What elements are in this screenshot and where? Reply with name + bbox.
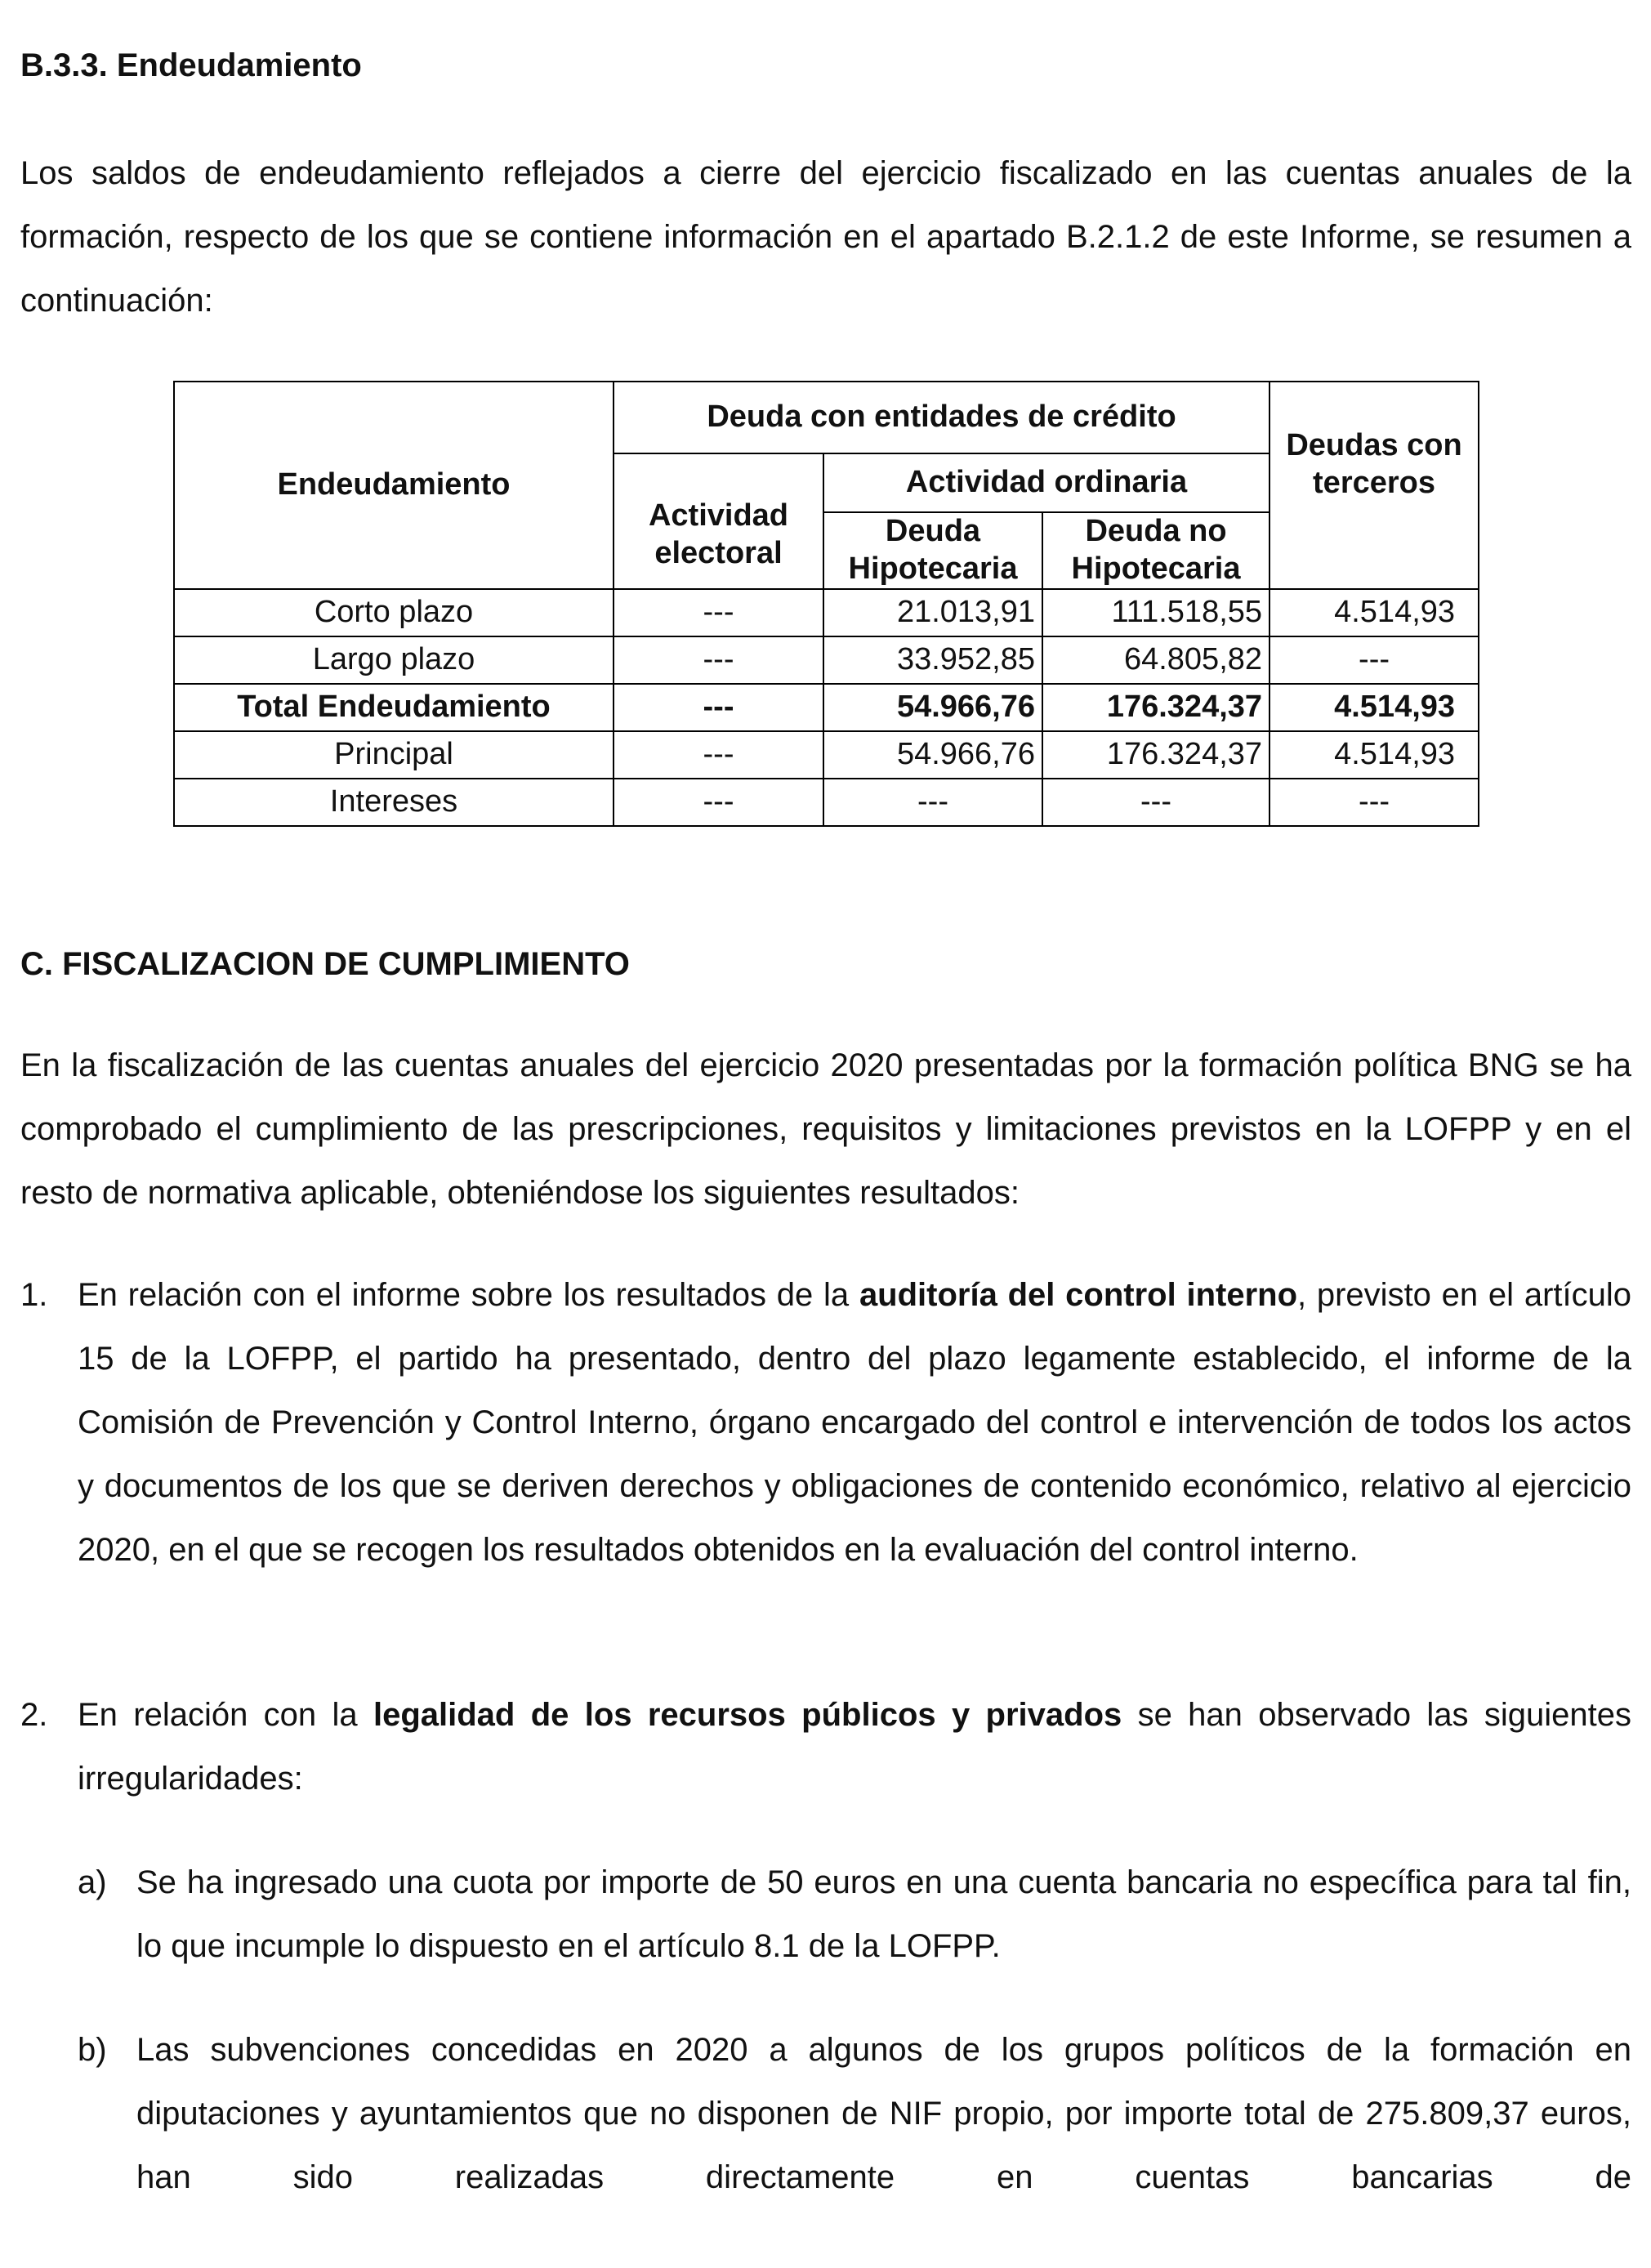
item-number-1: 1. <box>20 1277 48 1313</box>
table-row-total <box>174 684 1479 731</box>
row-label: Principal <box>174 731 614 779</box>
cell-electoral: --- <box>614 731 823 779</box>
cell-hipotecaria: 54.966,76 <box>823 731 1042 779</box>
item-number-2: 2. <box>20 1697 48 1733</box>
cell-terceros: --- <box>1269 779 1479 826</box>
cell-no-hipotecaria: 111.518,55 <box>1042 589 1269 636</box>
row-label: Largo plazo <box>174 636 614 684</box>
cell-terceros: 4.514,93 <box>1269 684 1479 731</box>
intro-paragraph: Los saldos de endeudamiento reflejados a cierre del ejercicio fiscalizado en las cuentas anuales de la formación, respecto de los que se contiene información en el apartado B.2.1.2 de este Informe, se resumen a continuación: <box>20 155 1631 319</box>
cell-terceros: 4.514,93 <box>1269 731 1479 779</box>
item-1-text-post: , previsto en el artículo 15 de la LOFPP, el partido ha presentado, dentro del plazo legamente establecido, el informe de la Comisión de Prevención y Control Interno, órgano encargado del control e intervención de todos los actos y documentos de los que se deriven derechos y obligaciones de contenido económico, relativo al ejercicio 2020, en el que se recogen los resultados obtenidos en la evaluación del control interno. <box>78 1277 1631 1568</box>
table-row <box>174 731 1479 779</box>
table-row <box>174 589 1479 636</box>
cell-no-hipotecaria: 176.324,37 <box>1042 684 1269 731</box>
subitem-letter-a: a) <box>78 1864 107 1900</box>
item-2-text-pre: En relación con la <box>78 1697 373 1733</box>
cell-no-hipotecaria: 64.805,82 <box>1042 636 1269 684</box>
header-terceros: Deudas con terceros <box>1269 382 1479 589</box>
item-1-paragraph <box>78 1263 1631 1582</box>
row-label: Corto plazo <box>174 589 614 636</box>
cell-no-hipotecaria: --- <box>1042 779 1269 826</box>
table-row <box>174 779 1479 826</box>
cell-electoral: --- <box>614 589 823 636</box>
section-heading-c: C. FISCALIZACION DE CUMPLIMIENTO <box>20 946 630 982</box>
header-deuda-hipotecaria: Deuda Hipotecaria <box>823 512 1042 589</box>
subitem-a-paragraph: Se ha ingresado una cuota por importe de 50 euros en una cuenta bancaria no específica para tal fin, lo que incumple lo dispuesto en el artículo 8.1 de la LOFPP. <box>136 1864 1631 1964</box>
item-1-bold: auditoría del control interno <box>859 1277 1297 1313</box>
row-label: Total Endeudamiento <box>174 684 614 731</box>
cell-no-hipotecaria: 176.324,37 <box>1042 731 1269 779</box>
debt-table <box>173 381 1479 827</box>
header-actividad-electoral: Actividad electoral <box>614 453 823 589</box>
header-actividad-ordinaria: Actividad ordinaria <box>823 453 1269 512</box>
cell-hipotecaria: 54.966,76 <box>823 684 1042 731</box>
subitem-b-paragraph: Las subvenciones concedidas en 2020 a algunos de los grupos políticos de la formación en diputaciones y ayuntamientos que no disponen de NIF propio, por importe total de 275.809,37 euros, han sido realizadas directamente en cuentas bancarias de <box>136 2032 1631 2195</box>
item-2-paragraph <box>78 1683 1631 1810</box>
cell-hipotecaria: --- <box>823 779 1042 826</box>
subitem-letter-b: b) <box>78 2032 107 2068</box>
header-endeudamiento: Endeudamiento <box>174 382 614 589</box>
header-deuda-no-hipotecaria: Deuda no Hipotecaria <box>1042 512 1269 589</box>
section-heading-b33: B.3.3. Endeudamiento <box>20 47 362 83</box>
cell-hipotecaria: 21.013,91 <box>823 589 1042 636</box>
item-2-bold: legalidad de los recursos públicos y privados <box>373 1697 1122 1733</box>
cell-electoral: --- <box>614 779 823 826</box>
item-2-text-post: se han observado las siguientes irregularidades: <box>78 1697 1631 1797</box>
cell-electoral: --- <box>614 684 823 731</box>
table-row <box>174 636 1479 684</box>
cell-terceros: --- <box>1269 636 1479 684</box>
compliance-intro-paragraph: En la fiscalización de las cuentas anuales del ejercicio 2020 presentadas por la formación política BNG se ha comprobado el cumplimiento de las prescripciones, requisitos y limitaciones previstos en la LOFPP y en el resto de normativa aplicable, obteniéndose los siguientes resultados: <box>20 1047 1631 1211</box>
cell-electoral: --- <box>614 636 823 684</box>
cell-terceros: 4.514,93 <box>1269 589 1479 636</box>
row-label: Intereses <box>174 779 614 826</box>
header-entidades-credito: Deuda con entidades de crédito <box>614 382 1269 453</box>
item-1-text-pre: En relación con el informe sobre los resultados de la <box>78 1277 859 1313</box>
cell-hipotecaria: 33.952,85 <box>823 636 1042 684</box>
